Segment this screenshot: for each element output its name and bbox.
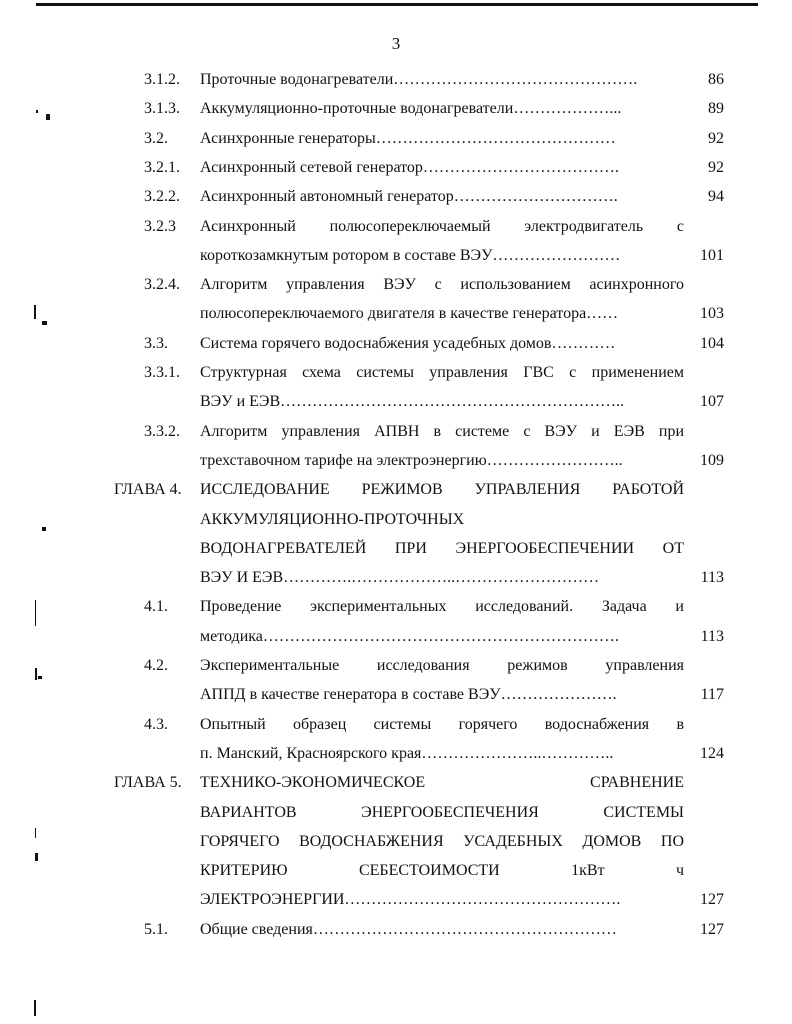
toc-page-number: 107 [700, 393, 724, 411]
toc-line [0, 681, 792, 709]
toc-line [0, 242, 792, 270]
toc-line [0, 711, 792, 739]
toc-section-number: 4.1. [144, 598, 168, 616]
toc-entry-title: ИССЛЕДОВАНИЕ РЕЖИМОВ УПРАВЛЕНИЯ РАБОТОЙ [200, 481, 684, 499]
toc-line [0, 564, 792, 592]
toc-line [0, 183, 792, 211]
toc-page-number: 117 [700, 686, 724, 704]
toc-page-number: 113 [700, 569, 724, 587]
toc-section-number: 3.2.3 [144, 217, 176, 235]
toc-line [0, 271, 792, 299]
toc-page-number: 94 [708, 188, 724, 206]
toc-page-number: 127 [700, 891, 724, 909]
toc-entry-title: полюсопереключаемого двигателя в качестве генератора…… [200, 305, 619, 323]
toc-entry-title: ЭЛЕКТРОЭНЕРГИИ……………………………………………. [200, 891, 621, 909]
toc-entry-title: Алгоритм управления ВЭУ с использованием асинхронного [200, 276, 684, 294]
toc-section-number: 3.2. [144, 129, 168, 147]
toc-entry-title: ВЭУ И ЕЭВ………….………………..……………………… [200, 569, 600, 587]
toc-line [0, 476, 792, 504]
toc-entry-title: ТЕХНИКО-ЭКОНОМИЧЕСКОЕ СРАВНЕНИЕ [200, 774, 684, 792]
toc-entry-title: Асинхронные генераторы……………………………………… [200, 129, 616, 147]
toc-line [0, 66, 792, 94]
toc-line [0, 857, 792, 885]
toc-line [0, 799, 792, 827]
scan-speck [38, 676, 42, 679]
toc-entry-title: Структурная схема системы управления ГВС с применением [200, 364, 684, 381]
toc-line [0, 95, 792, 123]
toc-line [0, 154, 792, 182]
toc-line [0, 125, 792, 153]
toc-line [0, 213, 792, 241]
toc-entry-title: ВЭУ и ЕЭВ……………………………………………………….. [200, 393, 625, 411]
scan-speck [46, 114, 50, 120]
toc-section-number: 4.3. [144, 715, 168, 733]
toc-entry-title: АККУМУЛЯЦИОННО-ПРОТОЧНЫХ [200, 510, 465, 528]
toc-entry-title: Алгоритм управления АПВН в системе с ВЭУ и ЕЭВ при [200, 422, 684, 440]
toc-section-number: 3.1.3. [144, 100, 180, 118]
scan-speck [36, 110, 38, 113]
toc-line [0, 769, 792, 797]
toc-line [0, 623, 792, 651]
toc-line [0, 886, 792, 914]
toc-page-number: 86 [708, 71, 724, 88]
toc-line [0, 388, 792, 416]
scan-speck [34, 305, 36, 319]
toc-line [0, 359, 792, 387]
toc-entry-title: Асинхронный полюсопереключаемый электродвигатель с [200, 217, 684, 235]
toc-section-number: 3.3.2. [144, 422, 180, 440]
toc-page-number: 127 [700, 920, 724, 938]
toc-line [0, 828, 792, 856]
page-number: 3 [391, 34, 401, 53]
toc-entry-title: методика…………………………………………………………. [200, 627, 619, 645]
toc-entry-title: Асинхронный автономный генератор…………………………. [200, 188, 618, 206]
toc-entry-title: ВАРИАНТОВ ЭНЕРГООБЕСПЕЧЕНИЯ СИСТЕМЫ [200, 803, 684, 821]
toc-page-number: 89 [708, 100, 724, 118]
toc-entry-title: Аккумуляционно-проточные водонагреватели………………... [200, 100, 622, 118]
scan-speck [35, 668, 37, 680]
toc-line [0, 652, 792, 680]
toc-page-number: 92 [708, 158, 724, 176]
scan-speck [35, 600, 36, 626]
scan-speck [35, 828, 36, 838]
toc-section-number: ГЛАВА 5. [114, 774, 182, 792]
toc-entry-title: Проточные водонагреватели………………………………………. [200, 71, 638, 88]
toc-entry-title: трехставочном тарифе на электроэнергию…………………….. [200, 451, 623, 469]
toc-line [0, 740, 792, 768]
toc-entry-title: ВОДОНАГРЕВАТЕЛЕЙ ПРИ ЭНЕРГООБЕСПЕЧЕНИИ ОТ [200, 539, 684, 557]
toc-section-number: 3.1.2. [144, 71, 180, 88]
toc-page-number: 103 [700, 305, 724, 323]
toc-section-number: 3.3. [144, 334, 168, 352]
toc-entry-title: Общие сведения………………………………………………… [200, 920, 617, 938]
scan-speck [42, 527, 46, 531]
scan-speck [34, 1000, 36, 1016]
toc-entry-title: ГОРЯЧЕГО ВОДОСНАБЖЕНИЯ УСАДЕБНЫХ ДОМОВ ПО [200, 832, 684, 850]
toc-entry-title: Асинхронный сетевой генератор………………………………. [200, 158, 619, 176]
toc-line [0, 300, 792, 328]
toc-page-number: 109 [700, 451, 724, 469]
toc-section-number: 3.2.4. [144, 276, 180, 294]
toc-line [0, 447, 792, 475]
toc-entry-title: Экспериментальные исследования режимов управления [200, 657, 684, 674]
toc-entry-title: Система горячего водоснабжения усадебных домов………… [200, 334, 616, 352]
toc-entry-title: Проведение экспериментальных исследований. Задача и [200, 598, 684, 616]
toc-entry-title: Опытный образец системы горячего водоснабжения в [200, 715, 684, 733]
toc-entry-title: КРИТЕРИЮ СЕБЕСТОИМОСТИ 1кВт ч [200, 862, 684, 880]
toc-line [0, 593, 792, 621]
toc-section-number: 4.2. [144, 657, 168, 674]
toc-entry-title: короткозамкнутым ротором в составе ВЭУ…………………… [200, 246, 621, 264]
toc-page-number: 124 [700, 744, 724, 762]
toc-line [0, 916, 792, 944]
scan-speck [42, 321, 47, 325]
toc-page-number: 104 [700, 334, 724, 352]
toc-section-number: ГЛАВА 4. [114, 481, 182, 499]
toc-page-number: 113 [700, 627, 724, 645]
toc-entry-title: п. Манский, Красноярского края…………………..………….. [200, 744, 614, 762]
toc-entry-title: АППД в качестве генератора в составе ВЭУ…………………. [200, 686, 617, 704]
toc-page-number: 92 [708, 129, 724, 147]
toc-page-number: 101 [700, 246, 724, 264]
toc-section-number: 3.2.1. [144, 158, 180, 176]
toc-line [0, 506, 792, 534]
toc-line [0, 330, 792, 358]
toc-section-number: 5.1. [144, 920, 168, 938]
toc-line [0, 535, 792, 563]
toc-section-number: 3.2.2. [144, 188, 180, 206]
toc-line [0, 418, 792, 446]
toc-section-number: 3.3.1. [144, 364, 180, 381]
scan-speck [35, 853, 38, 861]
